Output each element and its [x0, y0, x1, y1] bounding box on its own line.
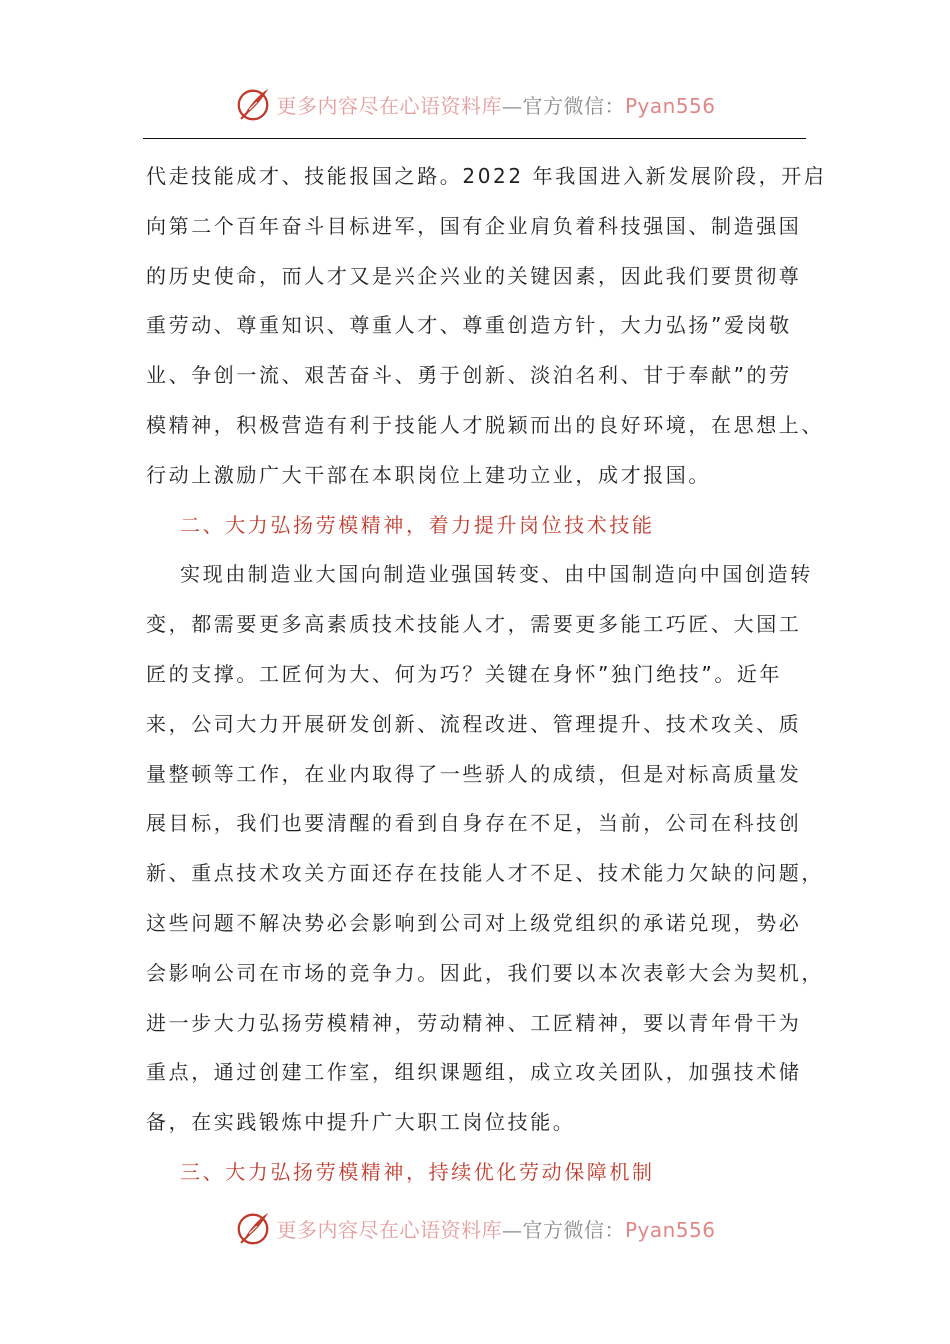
body-line: 业、争创一流、艰苦奋斗、勇于创新、淡泊名利、甘于奉献”的劳 — [146, 363, 792, 388]
section-heading-3: 三、大力弘扬劳模精神，持续优化劳动保障机制 — [180, 1159, 655, 1184]
body-line: 代走技能成才、技能报国之路。2022 年我国进入新发展阶段，开启 — [146, 164, 827, 188]
body-line: 展目标，我们也要清醒的看到自身存在不足，当前，公司在科技创 — [146, 811, 802, 836]
footer-banner-title: 更多内容尽在心语资料库 — [276, 1217, 502, 1242]
body-line: 匠的支撑。工匠何为大、何为巧？关键在身怀”独门绝技”。近年 — [146, 661, 783, 686]
footer-banner-dash: — — [501, 1217, 523, 1242]
quill-pen-logo-icon — [234, 85, 272, 123]
body-line: 进一步大力弘扬劳模精神，劳动精神、工匠精神，要以青年骨干为 — [146, 1010, 802, 1035]
body-line: 实现由制造业大国向制造业强国转变、由中国制造向中国创造转 — [180, 562, 813, 587]
header-banner-wechat-label: 官方微信： — [522, 93, 625, 118]
body-line: 会影响公司在市场的竞争力。因此，我们要以本次表彰大会为契机， — [146, 960, 824, 985]
body-line: 重点，通过创建工作室，组织课题组，成立攻关团队，加强技术储 — [146, 1060, 802, 1085]
quill-pen-logo-icon — [234, 1209, 272, 1247]
body-line: 这些问题不解决势必会影响到公司对上级党组织的承诺兑现，势必 — [146, 910, 802, 935]
body-line: 重劳动、尊重知识、尊重人才、尊重创造方针，大力弘扬”爱岗敬 — [146, 313, 792, 338]
footer-banner-wechat-id: Pyan556 — [624, 1217, 716, 1242]
body-line: 备，在实践锻炼中提升广大职工岗位技能。 — [146, 1110, 576, 1135]
header-banner — [0, 84, 950, 124]
header-banner-wechat-id: Pyan556 — [624, 93, 716, 118]
header-banner-title: 更多内容尽在心语资料库 — [276, 93, 502, 118]
header-banner-dash: — — [501, 93, 523, 118]
body-line: 来，公司大力开展研发创新、流程改进、管理提升、技术攻关、质 — [146, 711, 802, 736]
body-line: 行动上激励广大干部在本职岗位上建功立业，成才报国。 — [146, 462, 711, 487]
body-line: 向第二个百年奋斗目标进军，国有企业肩负着科技强国、制造强国 — [146, 213, 802, 238]
footer-banner — [0, 1208, 950, 1248]
body-line: 的历史使命，而人才又是兴企兴业的关键因素，因此我们要贯彻尊 — [146, 263, 802, 288]
section-heading-2: 二、大力弘扬劳模精神，着力提升岗位技术技能 — [180, 512, 655, 537]
header-divider — [143, 138, 806, 139]
body-line: 模精神，积极营造有利于技能人才脱颖而出的良好环境，在思想上、 — [146, 412, 824, 437]
footer-banner-wechat-label: 官方微信： — [522, 1217, 625, 1242]
document-body — [146, 152, 827, 1198]
body-line: 量整顿等工作，在业内取得了一些骄人的成绩，但是对标高质量发 — [146, 761, 802, 786]
body-line: 新、重点技术攻关方面还存在技能人才不足、技术能力欠缺的问题， — [146, 861, 824, 886]
body-line: 变，都需要更多高素质技术技能人才，需要更多能工巧匠、大国工 — [146, 612, 802, 637]
